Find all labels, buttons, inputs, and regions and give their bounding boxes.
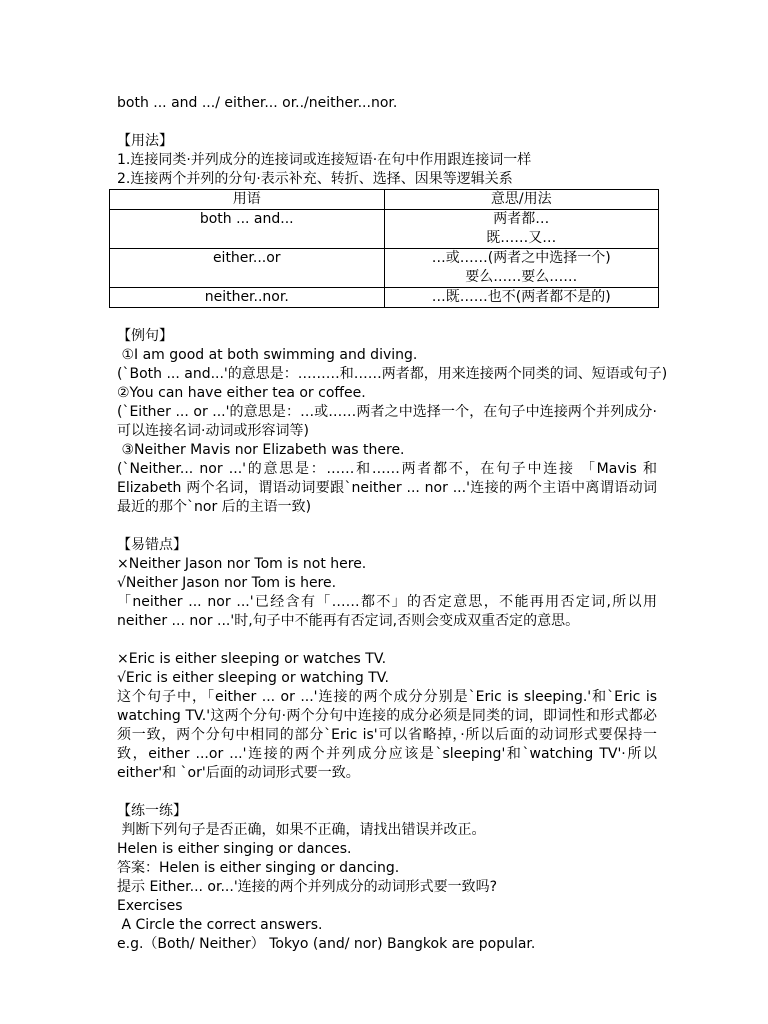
practice-instruction: 判断下列句子是否正确，如果不正确，请找出错误并改正。 [117,822,486,838]
correct-sentence: √Eric is either sleeping or watching TV. [117,670,390,686]
correct-sentence: √Neither Jason nor Tom is here. [117,575,337,591]
usage-table [109,189,659,308]
exercise-example: e.g.（Both/ Neither） Tokyo (and/ nor) Bangkok are popular. [117,936,536,952]
table-row [110,210,659,249]
error-explanation: 这个句子中，「either ... or ...'连接的两个成分分别是`Eric is sleeping.'和`Eric is watching TV.'这两个分句·两个分句中连接的成分必须是同类的词，即词性和形式都必须一致，两个分句中相同的部分`Eric is'可以省略掉，·所以后面的动词形式要保持一致，either ...or ...'连接的两个并列成分应该是`sleeping'和`watching TV'·所以 either'和 `or'后面的动词形式要一致。 [117,689,657,781]
exercise-instruction: A Circle the correct answers. [117,917,323,933]
usage-point: 1.连接同类·并列成分的连接词或连接短语·在句中作用跟连接词一样 [117,152,532,168]
table-meaning-line: …或……(两者之中选择一个) [431,250,611,266]
example-note: (`Neither... nor ...'的意思是：……和……两者都不，在句子中连接 「Mavis 和 Elizabeth 两个名词，谓语动词要跟`neither ... nor ...'连接的两个主语中离谓语动词最近的那个`nor 后的主语一致) [117,461,657,515]
practice-question: Helen is either singing or dances. [117,841,352,857]
wrong-sentence: ×Eric is either sleeping or watches TV. [117,651,387,667]
example-sentence: ①I am good at both swimming and diving. [117,347,418,363]
wrong-sentence: ×Neither Jason nor Tom is not here. [117,556,367,572]
usage-heading: 【用法】 [117,133,173,149]
table-row [110,249,659,288]
table-header-row [110,190,659,210]
example-sentence: ②You can have either tea or coffee. [117,385,366,401]
table-term: either...or [110,249,385,288]
table-meaning-line: 既……又… [486,230,557,246]
table-meaning [384,249,659,288]
example-sentence: ③Neither Mavis nor Elizabeth was there. [117,442,405,458]
examples-heading: 【例句】 [117,328,173,344]
example-note: (`Either ... or ...'的意思是：…或……两者之中选择一个，在句子中连接两个并列成分·可以连接名词·动词或形容词等) [117,404,657,439]
example-note: (`Both ... and...'的意思是：………和……两者都，用来连接两个同类的词、短语或句子) [117,366,668,382]
table-meaning [384,210,659,249]
table-meaning-line: 两者都… [493,211,550,227]
table-header-term: 用语 [110,190,385,210]
table-meaning [384,288,659,308]
table-row [110,288,659,308]
usage-point: 2.连接两个并列的分句·表示补充、转折、选择、因果等逻辑关系 [117,171,513,187]
table-meaning-line: …既……也不(两者都不是的) [431,289,611,305]
table-term: both ... and... [110,210,385,249]
errors-heading: 【易错点】 [117,537,187,553]
practice-answer: 答案：Helen is either singing or dancing. [117,860,400,876]
document-page [117,94,668,954]
table-meaning-line: 要么……要么…… [465,269,578,285]
exercises-heading: Exercises [117,898,183,914]
document-title: both ... and .../ either... or../neither...nor. [117,95,398,111]
error-explanation: 「neither ... nor ...'已经含有「……都不」的否定意思，不能再用否定词,所以用 neither ... nor ...'时,句子中不能再有否定词,否则会变成双重否定的意思。 [117,594,657,629]
table-term: neither..nor. [110,288,385,308]
practice-hint: 提示 Either... or...'连接的两个并列成分的动词形式要一致吗? [117,879,498,895]
practice-heading: 【练一练】 [117,803,187,819]
table-header-meaning: 意思/用法 [384,190,659,210]
